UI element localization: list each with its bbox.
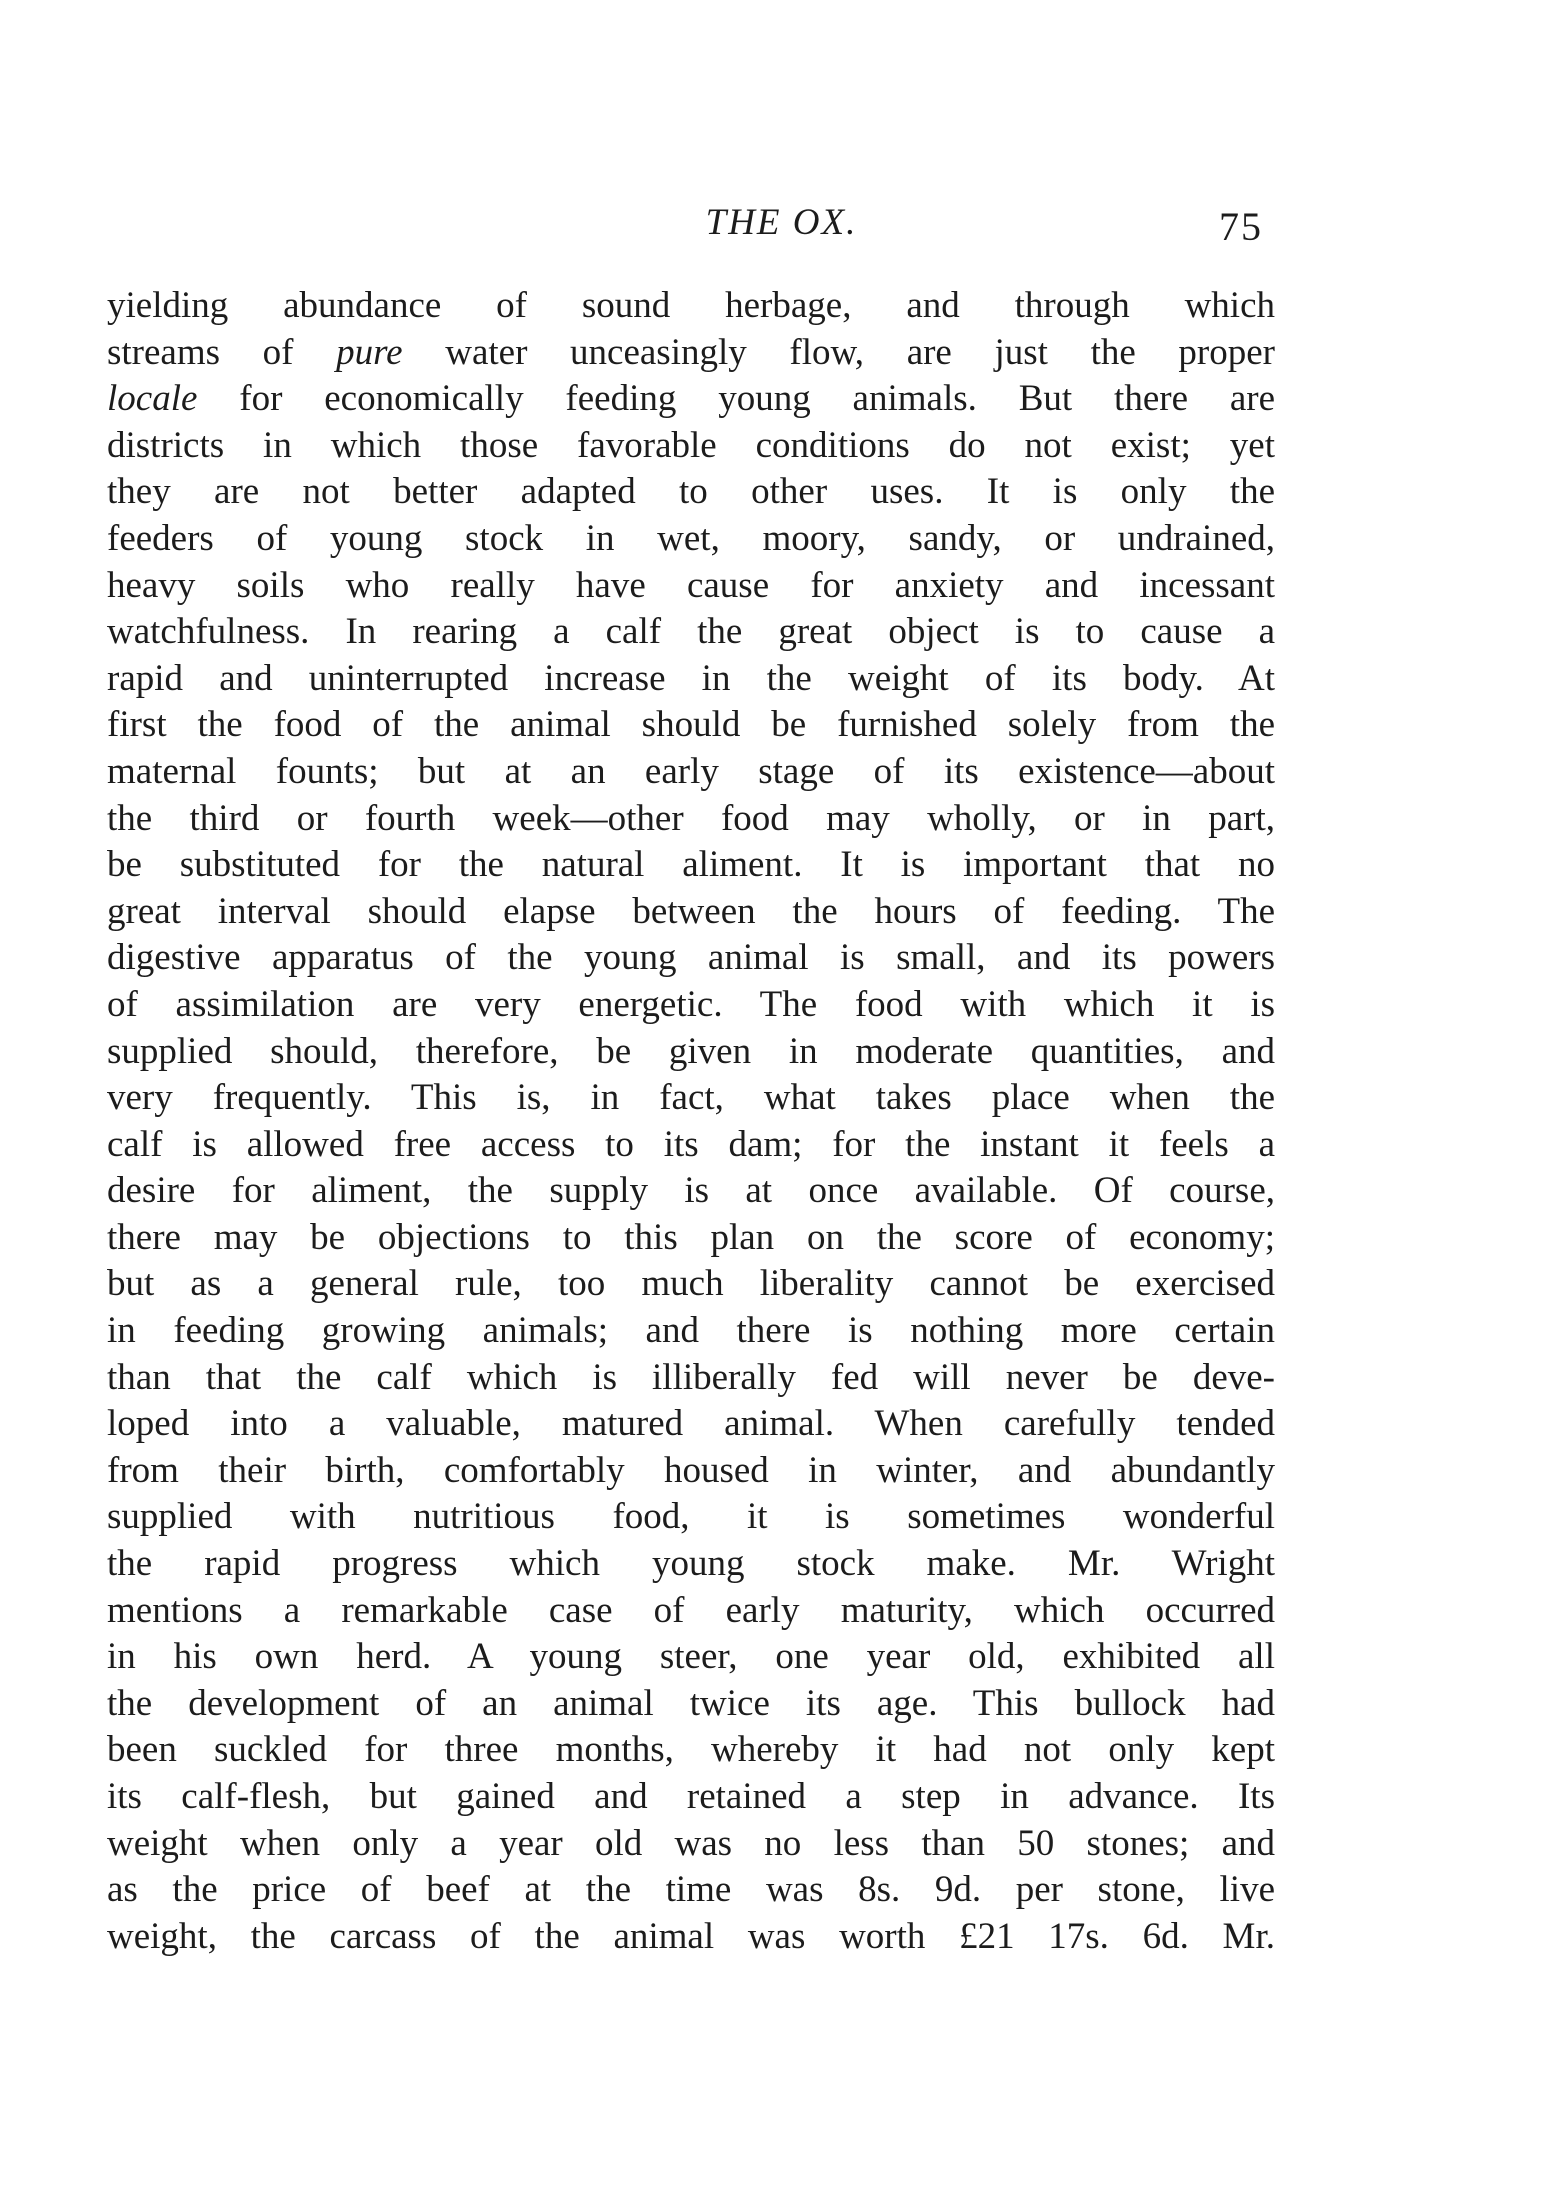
text-line-35: as the price of beef at the time was 8s. 9d. per stone, live — [107, 1869, 1275, 1911]
text-line-36: weight, the carcass of the animal was worth £21 17s. 6d. Mr. — [107, 1915, 1275, 1957]
text-line-34: weight when only a year old was no less than 50 stones; and — [107, 1822, 1275, 1864]
running-head — [0, 198, 1563, 248]
text-line-27: supplied with nutritious food, it is sometimes wonderful — [107, 1496, 1275, 1538]
text-line-32: been suckled for three months, whereby it had not only kept — [107, 1729, 1275, 1771]
text-line-33: its calf-flesh, but gained and retained a step in advance. Its — [107, 1776, 1275, 1817]
text-line-22: but as a general rule, too much liberality cannot be exercised — [107, 1263, 1275, 1305]
text-line-7: heavy soils who really have cause for anxiety and incessant — [107, 564, 1275, 606]
text-line-15: digestive apparatus of the young animal is small, and its powers — [107, 937, 1275, 979]
text-line-18: very frequently. This is, in fact, what takes place when the — [107, 1077, 1275, 1119]
text-line-31: the development of an animal twice its age. This bullock had — [107, 1682, 1275, 1724]
text-line-6: feeders of young stock in wet, moory, sandy, or undrained, — [107, 517, 1275, 559]
text-line-28: the rapid progress which young stock make. Mr. Wright — [107, 1543, 1275, 1585]
text-line-24: than that the calf which is illiberally fed will never be deve- — [107, 1356, 1275, 1398]
text-line-9: rapid and uninterrupted increase in the weight of its body. At — [107, 657, 1275, 699]
text-line-5: they are not better adapted to other uses. It is only the — [107, 471, 1275, 513]
text-line-14: great interval should elapse between the hours of feeding. The — [107, 890, 1275, 932]
text-line-20: desire for aliment, the supply is at once available. Of course, — [107, 1170, 1275, 1212]
text-line-13: be substituted for the natural aliment. It is important that no — [107, 844, 1275, 886]
text-line-2: streams of pure water unceasingly flow, are just the proper — [107, 331, 1275, 373]
text-line-19: calf is allowed free access to its dam; for the instant it feels a — [107, 1123, 1275, 1165]
text-line-8: watchfulness. In rearing a calf the great object is to cause a — [107, 611, 1275, 653]
text-line-21: there may be objections to this plan on the score of economy; — [107, 1216, 1275, 1258]
text-line-4: districts in which those favorable conditions do not exist; yet — [107, 424, 1275, 466]
text-line-1: yielding abundance of sound herbage, and through which — [107, 285, 1275, 326]
running-title: THE OX. — [705, 202, 858, 243]
text-line-17: supplied should, therefore, be given in moderate quantities, and — [107, 1030, 1275, 1072]
body-text — [107, 283, 1275, 1960]
text-line-3: locale for economically feeding young animals. But there are — [107, 378, 1275, 420]
text-line-23: in feeding growing animals; and there is nothing more certain — [107, 1310, 1275, 1352]
text-line-10: first the food of the animal should be furnished solely from the — [107, 704, 1275, 746]
text-line-11: maternal founts; but at an early stage of its existence—about — [107, 750, 1275, 792]
text-line-25: loped into a valuable, matured animal. When carefully tended — [107, 1403, 1275, 1445]
text-line-29: mentions a remarkable case of early maturity, which occurred — [107, 1589, 1275, 1631]
page-number: 75 — [1219, 204, 1263, 249]
emphasis-locale: locale — [107, 378, 198, 420]
text-line-16: of assimilation are very energetic. The food with which it is — [107, 983, 1275, 1025]
text-line-26: from their birth, comfortably housed in winter, and abundantly — [107, 1449, 1275, 1491]
emphasis-pure: pure — [336, 331, 403, 373]
text-line-30: in his own herd. A young steer, one year old, exhibited all — [107, 1636, 1275, 1678]
text-line-12: the third or fourth week—other food may wholly, or in part, — [107, 797, 1275, 839]
